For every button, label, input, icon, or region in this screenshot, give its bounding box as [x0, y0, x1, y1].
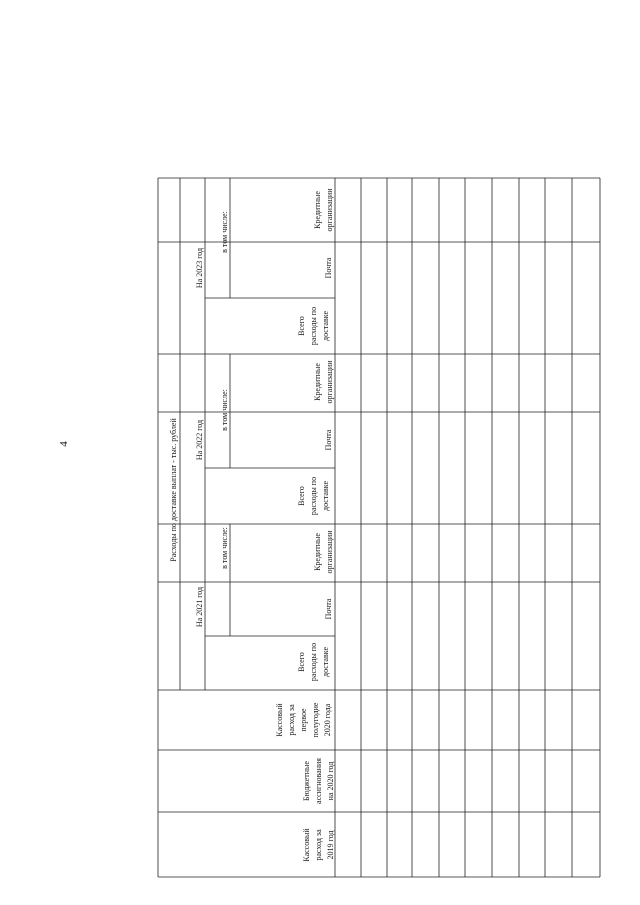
subheader-2021: в том числе: — [220, 527, 229, 569]
group-header: Расходы по доставке выплат - тыс. рублей — [169, 418, 178, 562]
credit-header-2021: Кредитные организации — [313, 530, 334, 574]
subheader-2023: в том числе: — [220, 211, 229, 253]
subheader-2022: в том числе: — [220, 389, 229, 431]
post-header-2023: Почта — [324, 257, 333, 279]
post-header-2021: Почта — [324, 598, 333, 620]
total-header-2021: Всего расходы по доставке — [297, 642, 330, 682]
credit-header-2022: Кредитные организации — [313, 360, 334, 404]
year-header-2023: На 2023 год — [195, 247, 204, 289]
page-number: 4 — [58, 441, 70, 447]
column-header-cash-half-2020: Кассовый расход за первое полугодие 2020 года — [275, 702, 332, 738]
post-header-2022: Почта — [324, 429, 333, 451]
column-header-cash-2019: Кассовый расход за 2019 год — [302, 828, 335, 862]
year-header-2021: На 2021 год — [195, 586, 204, 628]
total-header-2023: Всего расходы по доставке — [297, 306, 330, 346]
column-header-budget-2020: Бюджетные ассигнования на 2020 год — [302, 758, 335, 804]
year-header-2022: На 2022 год — [195, 419, 204, 461]
credit-header-2023: Кредитные организации — [313, 188, 334, 232]
total-header-2022: Всего расходы по доставке — [297, 476, 330, 516]
